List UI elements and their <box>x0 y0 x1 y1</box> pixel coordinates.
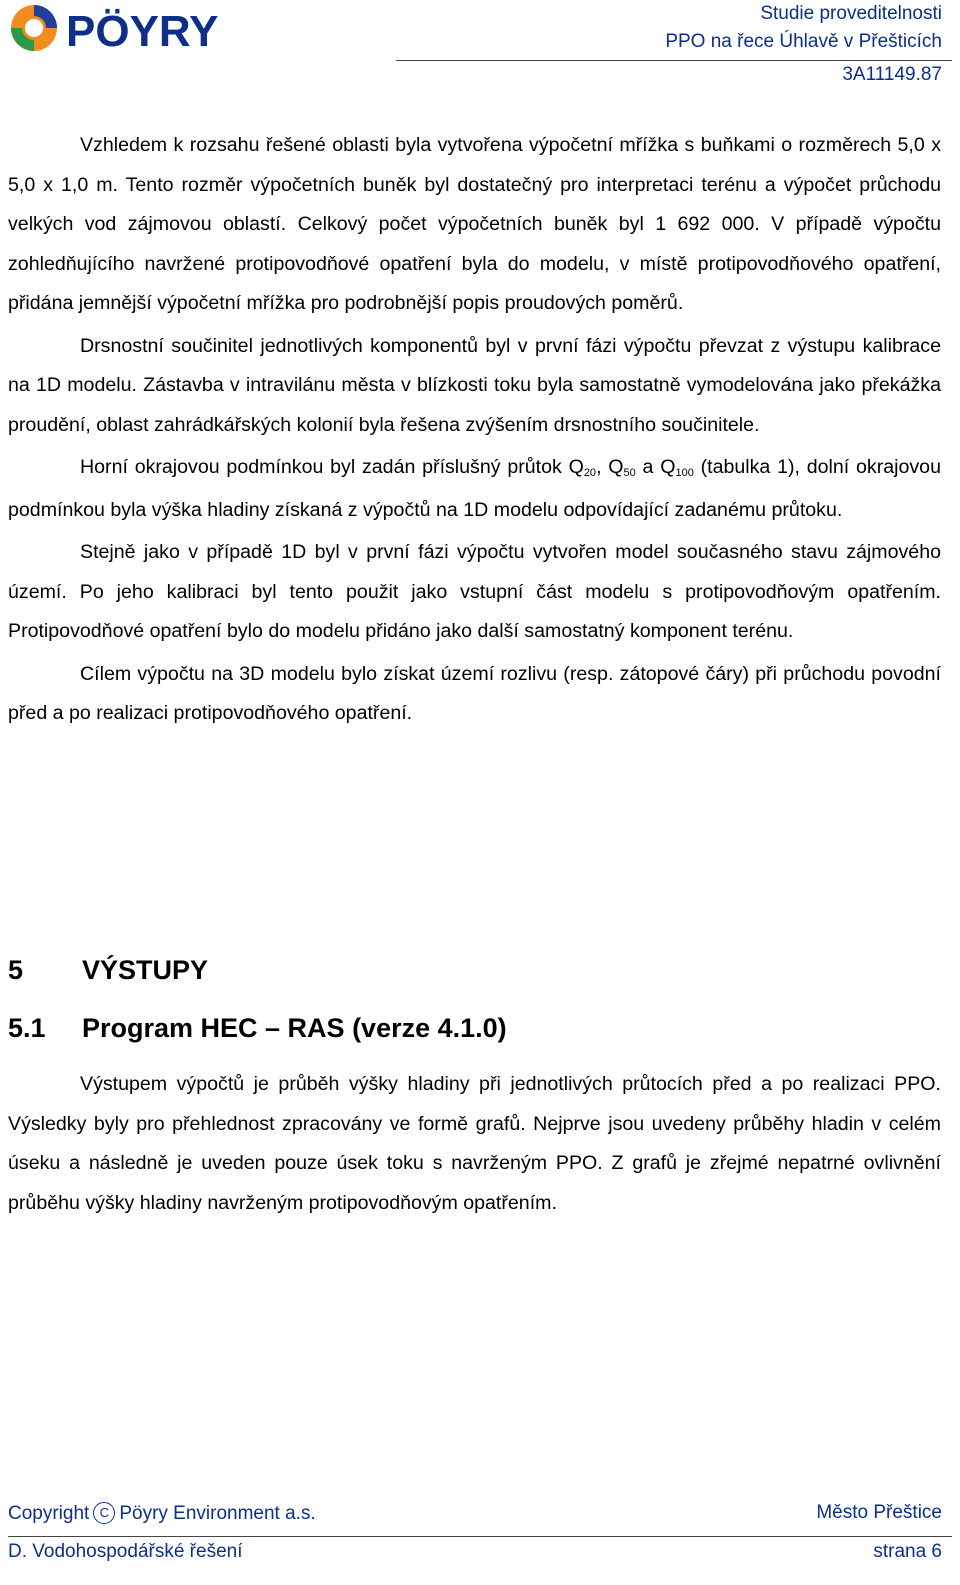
paragraph-roughness: Drsnostní součinitel jednotlivých komponentů byl v první fázi výpočtu převzat z výstupu kalibrace na 1D modelu. Zástavba v intravilánu města v blízkosti toku byla samostatně vymodelována jako překážka proudění, oblast zahrádkářských kolonií byla řešena zvýšením drsnostního součinitele. <box>8 334 941 436</box>
section-title: VÝSTUPY <box>82 955 209 985</box>
paragraph-grid: Vzhledem k rozsahu řešené oblasti byla vytvořena výpočetní mřížka s buňkami o rozměrech 5,0 x 5,0 x 1,0 m. Tento rozměr výpočetních buněk byl dostatečný pro interpretaci terénu a výpočet průchodu velkých vod zájmovou oblastí. Celkový počet výpočetních buněk byl 1 692 000. V případě výpočtu zohledňujícího navržené protipovodňové opatření byla do modelu, v místě protipovodňového opatření, přidána jemnější výpočetní mřížka pro podrobnější popis proudových poměrů. <box>8 134 941 314</box>
paragraph-boundary: Horní okrajovou podmínkou byl zadán příslušný průtok $Q_{20}$, $Q_{50}$ a $Q_{100}$ (tabulka 1), dolní okrajovou podmínkou byla výška hladiny získaná z výpočtů na 1D modelu odpovídající zadanému průtoku. <box>8 456 941 521</box>
paragraph-outputs: Výstupem výpočtů je průběh výšky hladiny při jednotlivých průtocích před a po realizaci PPO. Výsledky byly pro přehlednost zpracovány ve formě grafů. Nejprve jsou uvedeny průběhy hladin v celém úseku a následně je uveden pouze úsek toku s navrženým PPO. Z grafů je zřejmé nepatrné ovlivnění průběhu výšky hladiny navrženým protipovodňovým opatřením. <box>8 1073 941 1214</box>
paragraph-model: Stejně jako v případě 1D byl v první fázi výpočtu vytvořen model současného stavu zájmového území. Po jeho kalibraci byl tento použit jako vstupní část modelu s protipovodňovým opatřením. Protipovodňové opatření bylo do modelu přidáno jako další samostatný komponent terénu. <box>8 541 941 642</box>
subsection-title: Program HEC – RAS (verze 4.1.0) <box>82 1013 507 1043</box>
header-info <box>665 0 942 56</box>
section-number: 5 <box>8 955 24 985</box>
document-number: 3A11149.87 <box>842 64 942 85</box>
footer-section: D. Vodohospodářské řešení <box>8 1541 243 1562</box>
logo-text: PÖYRY <box>66 7 219 54</box>
body-text <box>8 126 941 734</box>
copyright-icon: C <box>93 1502 115 1524</box>
section-body <box>8 1065 941 1223</box>
subsection-number: 5.1 <box>8 1013 46 1043</box>
paragraph-goal: Cílem výpočtu na 3D modelu bylo získat území rozlivu (resp. zátopové čáry) při průchodu povodní před a po realizaci protipovodňového opatření. <box>8 662 941 724</box>
company-logo <box>8 2 280 54</box>
subsection-heading <box>8 1013 507 1044</box>
page-number: strana 6 <box>873 1541 942 1562</box>
header-title: Studie proveditelnosti <box>760 3 942 24</box>
header-divider <box>396 60 952 61</box>
section-heading <box>8 955 208 986</box>
footer-divider <box>8 1536 952 1537</box>
header-subtitle: PPO na řece Úhlavě v Přešticích <box>665 31 942 52</box>
footer-copyright: Copyright C Pöyry Environment a.s. <box>8 1503 316 1524</box>
footer-city: Město Přeštice <box>816 1502 942 1523</box>
